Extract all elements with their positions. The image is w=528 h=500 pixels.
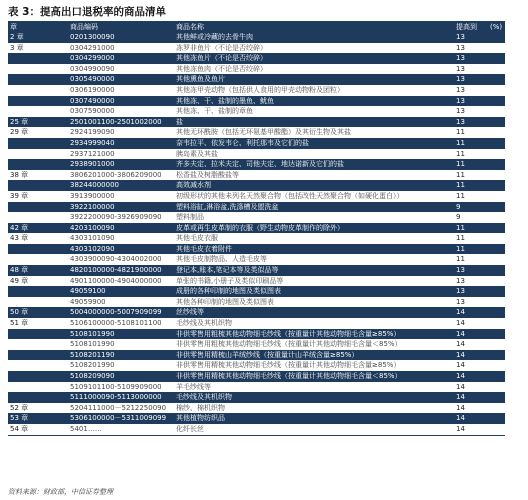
name-cell: 塑料浴缸,淋浴盆,洗涤槽及盥洗盆 <box>176 202 279 211</box>
table-row <box>8 127 505 138</box>
code-cell: 3922100000 <box>70 202 115 211</box>
rate-cell: 13 <box>456 43 465 52</box>
code-cell: 2924199090 <box>70 128 115 137</box>
name-cell: 其他冻鱼片（不论是否绞碎） <box>176 54 267 63</box>
table-row <box>8 392 505 403</box>
code-cell: 4303101090 <box>70 234 115 243</box>
code-cell: 4203100090 <box>70 223 115 232</box>
header-unit: (%) <box>490 23 503 31</box>
tax-rebate-table <box>8 21 505 436</box>
rate-cell: 13 <box>456 266 465 275</box>
rate-cell: 13 <box>456 107 465 116</box>
name-cell: 化纤长丝 <box>176 424 204 433</box>
name-cell: 其他冻甲壳动物（包括供人食用的甲壳动物粉及团粒） <box>176 85 344 94</box>
table-row <box>8 307 505 318</box>
rate-cell: 14 <box>456 393 465 402</box>
table-row <box>8 138 505 149</box>
name-cell: 其他植物纺织品 <box>176 414 225 423</box>
table-row <box>8 170 505 181</box>
chapter-cell: 48 章 <box>10 266 29 275</box>
rate-cell: 13 <box>456 276 465 285</box>
code-cell: 2501001100-2501002000 <box>70 117 162 126</box>
rate-cell: 9 <box>456 202 461 211</box>
code-cell: 0307490000 <box>70 96 115 105</box>
table-row <box>8 297 505 308</box>
rate-cell: 11 <box>456 223 465 232</box>
table-row <box>8 382 505 393</box>
table-row <box>8 265 505 276</box>
rate-cell: 14 <box>456 308 465 317</box>
code-cell: 5108201190 <box>70 350 115 359</box>
code-cell: 5109101100-5109909000 <box>70 382 162 391</box>
rate-cell: 11 <box>456 234 465 243</box>
code-cell: 5004000000-5007909099 <box>70 308 162 317</box>
chapter-cell: 39 章 <box>10 191 29 200</box>
name-cell: 其他冻、干、盐制的墨鱼、鱿鱼 <box>176 96 274 105</box>
rate-cell: 13 <box>456 85 465 94</box>
code-cell: 49059900 <box>70 297 106 306</box>
name-cell: 非供零售用粗梳其他动物细毛纱线（按重量计其他动物细毛含量＜85%） <box>176 340 402 349</box>
table-row <box>8 413 505 424</box>
table-row <box>8 212 505 223</box>
rate-cell: 14 <box>456 424 465 433</box>
code-cell: 0305490000 <box>70 75 115 84</box>
code-cell: 5204111000－5212250090 <box>70 403 167 412</box>
name-cell: 登记本,账本,笔记本等及类似品等 <box>176 266 279 275</box>
table-row <box>8 403 505 414</box>
rate-cell: 13 <box>456 297 465 306</box>
code-cell: 5306100000－5311009099 <box>70 414 167 423</box>
chapter-cell: 29 章 <box>10 128 29 137</box>
rate-cell: 14 <box>456 414 465 423</box>
header-name: 商品名称 <box>176 23 204 31</box>
name-cell: 冻罗非鱼片（不论是否绞碎） <box>176 43 267 52</box>
chapter-cell: 51 章 <box>10 319 29 328</box>
rate-cell: 14 <box>456 350 465 359</box>
table-row <box>8 233 505 244</box>
code-cell: 4303102090 <box>70 244 115 253</box>
code-cell: 49059100 <box>70 287 106 296</box>
rate-cell: 11 <box>456 170 465 179</box>
code-cell: 5401…… <box>70 424 102 433</box>
table-row <box>8 339 505 350</box>
name-cell: 塑料制品 <box>176 213 204 222</box>
table-row <box>8 276 505 287</box>
header-rate: 提高到 <box>456 23 477 31</box>
header-code: 商品编码 <box>70 23 98 31</box>
rate-cell: 11 <box>456 149 465 158</box>
rate-cell: 11 <box>456 138 465 147</box>
code-cell: 5108101990 <box>70 329 115 338</box>
name-cell: 皮革或再生皮革制的衣服（野生动物皮革制作的除外） <box>176 223 344 232</box>
chapter-cell: 38 章 <box>10 170 29 179</box>
table-row <box>8 424 505 435</box>
table-row <box>8 202 505 213</box>
code-cell: 2938901000 <box>70 160 115 169</box>
source-note: 资料来源：财政部，中信证券整理 <box>8 488 113 496</box>
name-cell: 其他熏鱼及鱼片 <box>176 75 225 84</box>
rate-cell: 14 <box>456 372 465 380</box>
table-row <box>8 318 505 329</box>
chapter-cell: 42 章 <box>10 223 29 232</box>
code-cell: 2937121000 <box>70 149 115 158</box>
code-cell: 0201300090 <box>70 33 115 41</box>
name-cell: 非供零售用精梳山羊绒纱线（按重量计山羊绒含量≥85%） <box>176 350 359 359</box>
chapter-cell: 25 章 <box>10 117 29 126</box>
table-row <box>8 149 505 160</box>
table-row <box>8 360 505 371</box>
name-cell: 其他冻、干、盐制的章鱼 <box>176 107 253 116</box>
name-cell: 成册的各种印制的地图及类似图表 <box>176 287 281 296</box>
code-cell: 3913900000 <box>70 191 115 200</box>
chapter-cell: 53 章 <box>10 414 29 423</box>
table-row <box>8 159 505 170</box>
rate-cell: 9 <box>456 213 461 222</box>
name-cell: 胰岛素及其盐 <box>176 149 218 158</box>
name-cell: 非供零售用粗梳其他动物细毛纱线（按重量计其他动物细毛含量≥85%） <box>176 329 401 338</box>
code-cell: 5106100000-5108101100 <box>70 319 162 328</box>
rate-cell: 11 <box>456 255 465 264</box>
name-cell: 丝纱线等 <box>176 308 204 317</box>
header-chapter: 章 <box>10 23 17 31</box>
rate-cell: 14 <box>456 319 465 328</box>
table-row <box>8 64 505 75</box>
code-cell: 5108209090 <box>70 372 115 380</box>
code-cell: 0304990090 <box>70 64 115 73</box>
name-cell: 其他冻鱼肉（不论是否绞碎） <box>176 64 267 73</box>
code-cell: 4901100000-4904000000 <box>70 276 162 285</box>
rate-cell: 14 <box>456 403 465 412</box>
rate-cell: 13 <box>456 54 465 63</box>
rate-cell: 14 <box>456 382 465 391</box>
rate-cell: 14 <box>456 340 465 349</box>
name-cell: 其他无环酰胺（包括无环氨基甲酸酯）及其衍生物及其盐 <box>176 128 351 137</box>
name-cell: 羊毛纱线等 <box>176 382 211 391</box>
name-cell: 其他各种印制的地图及类似图表 <box>176 297 274 306</box>
chapter-cell: 54 章 <box>10 424 29 433</box>
code-cell: 3806201000-3806209000 <box>70 170 162 179</box>
name-cell: 其他毛皮衣着附件 <box>176 244 232 253</box>
rate-cell: 13 <box>456 64 465 73</box>
code-cell: 2934999040 <box>70 138 115 147</box>
name-cell: 非供零售用精梳其他动物细毛纱线（按重量计其他动物细毛含量≥85%） <box>176 361 401 370</box>
code-cell: 5111000090-5113000000 <box>70 393 162 402</box>
rate-cell: 11 <box>456 244 465 253</box>
table-header <box>8 22 505 32</box>
table-row <box>8 350 505 361</box>
chapter-cell: 43 章 <box>10 234 29 243</box>
code-cell: 0304299000 <box>70 54 115 63</box>
table-row <box>8 117 505 128</box>
table-row <box>8 74 505 85</box>
rate-cell: 13 <box>456 96 465 105</box>
name-cell: 奈韦拉平、依发韦仑、利托那韦及它们的盐 <box>176 138 309 147</box>
name-cell: 毛纱线及其机织物 <box>176 393 232 402</box>
name-cell: 高效减水剂 <box>176 181 211 190</box>
table-title: 表 3：提高出口退税率的商品清单 <box>8 6 166 18</box>
chapter-cell: 52 章 <box>10 403 29 412</box>
name-cell: 初级形状的其他未列名天然聚合物（包括改性天然聚合物（如硬化蛋白）） <box>176 191 404 200</box>
chapter-cell: 2 章 <box>10 33 24 41</box>
rate-cell: 11 <box>456 191 465 200</box>
rate-cell: 13 <box>456 75 465 84</box>
name-cell: 其他鲜或冷藏的去骨牛肉 <box>176 33 253 41</box>
code-cell: 5108201990 <box>70 361 115 370</box>
code-cell: 38244000000 <box>70 181 119 190</box>
table-row <box>8 53 505 64</box>
code-cell: 0307590000 <box>70 107 115 116</box>
rate-cell: 14 <box>456 361 465 370</box>
name-cell: 松香盐及树脂酸盐等 <box>176 170 239 179</box>
table-row <box>8 180 505 191</box>
table-row <box>8 223 505 234</box>
name-cell: 其他毛皮衣服 <box>176 234 218 243</box>
code-cell: 3922200090-3926909090 <box>70 213 162 222</box>
name-cell: 棉纱、棉机织物 <box>176 403 225 412</box>
table-row <box>8 329 505 340</box>
table-row <box>8 244 505 255</box>
table-row <box>8 43 505 54</box>
name-cell: 毛纱线及其机织物 <box>176 319 232 328</box>
rate-cell: 11 <box>456 160 465 169</box>
name-cell: 其他毛皮制物品、人造毛皮等 <box>176 255 267 264</box>
table-row <box>8 85 505 96</box>
code-cell: 5108101990 <box>70 340 115 349</box>
table-row <box>8 106 505 117</box>
name-cell: 非供零售用精梳其他动物细毛纱线（按重量计其他动物细毛含量＜85%） <box>176 372 402 380</box>
table-body <box>8 32 505 435</box>
name-cell: 单张的书籍,小册子及类似印刷品等 <box>176 276 284 285</box>
table-row <box>8 371 505 382</box>
table-row <box>8 254 505 265</box>
code-cell: 0304291000 <box>70 43 115 52</box>
table-row <box>8 96 505 107</box>
chapter-cell: 3 章 <box>10 43 24 52</box>
code-cell: 4820100000-4821900000 <box>70 266 162 275</box>
rate-cell: 11 <box>456 128 465 137</box>
chapter-cell: 50 章 <box>10 308 29 317</box>
chapter-cell: 49 章 <box>10 276 29 285</box>
table-row <box>8 191 505 202</box>
table-row <box>8 32 505 43</box>
rate-cell: 14 <box>456 329 465 338</box>
rate-cell: 11 <box>456 181 465 190</box>
rate-cell: 13 <box>456 33 465 41</box>
code-cell: 4303900090-4304002000 <box>70 255 162 264</box>
table-row <box>8 286 505 297</box>
rate-cell: 13 <box>456 287 465 296</box>
rate-cell: 13 <box>456 117 465 126</box>
code-cell: 0306190000 <box>70 85 115 94</box>
name-cell: 盐 <box>176 117 183 126</box>
name-cell: 齐多夫定、拉米夫定、司他夫定、地达诺新及它们的盐 <box>176 160 344 169</box>
